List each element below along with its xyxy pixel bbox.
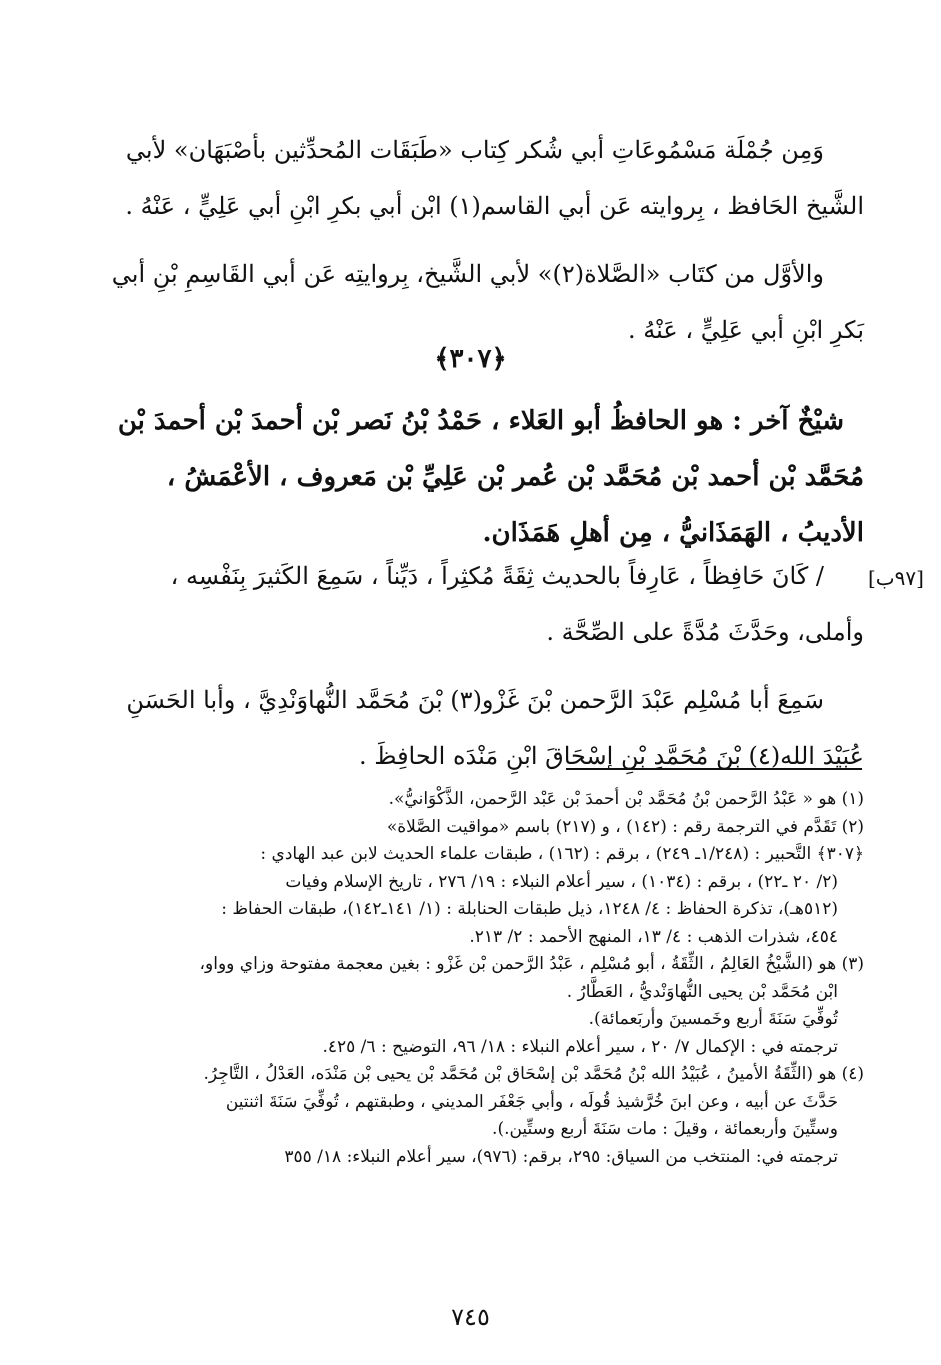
margin-reference: [٩٧ب] <box>868 566 924 590</box>
footnotes <box>100 786 864 1171</box>
paragraph-teachers: سَمِعَ أبا مُسْلِم عَبْدَ الرَّحمن بْنَ غَزْو(٣) بْنَ مُحَمَّد النُّهاوَنْدِيَّ ، وأبا الحَسَنِ عُبَيْدَ الله(٤) بْنَ مُحَمَّدِ بْنِ إسْحَاقَ ابْنِ مَنْدَه الحافِظَ . <box>126 686 864 770</box>
page-number: ٧٤٥ <box>451 1303 490 1331</box>
footnote-4-line: حَدَّثَ عن أبيه ، وعن ابنَ خُرَّشيذ قُولَه ، وأبي جَعْفَر المديني ، وطبقتهم ، تُوفِّيَ سَنَةَ اثنتين <box>225 1091 838 1112</box>
footnote-3-line: ابْن مُحَمَّد بْن يحيى النُّهاوَنْديُّ ، العَطَّارُ . <box>566 981 838 1002</box>
footnote-separator <box>566 768 862 770</box>
footnote-3-line: تُوفِّيَ سَنَةَ أربع وخَمسينَ وأربَعمائة). <box>588 1009 838 1029</box>
footnote-3-line: (٣) هو (الشَّيْخُ العَالِمُ ، الثِّقَةُ ، أبو مُسْلِم ، عَبْدُ الرَّحمن بْن غَزْو : بغين معجمة مفتوحة وزاي وواو، <box>199 954 864 974</box>
paragraph-salat: والأوَّل من كتَاب «الصَّلاة(٢)» لأبي الشَّيخ، بِروايتِه عَن أبي القَاسِمِ بْنِ أبي بَكرِ ابْنِ أبي عَلِيٍّ ، عَنْهُ . <box>111 260 864 344</box>
footnote-307-line: (٢/ ٢٠ ـ٢٢) ، برقم : (١٠٣٤) ، سير أعلام النبلاء : ١٩/ ٢٧٦ ، تاريخ الإسلام وفيات <box>285 871 838 892</box>
footnote-1: (١) هو « عَبْدُ الرَّحمن بْنُ مُحَمَّد بْن أحمدَ بْن عَبْد الرَّحمن، الذَّكْوَانيُّ». <box>388 789 864 809</box>
footnote-4-line: (٤) هو (الثِّقَةُ الأمينُ ، عُبَيْدُ الله بْنُ مُحَمَّد بْن إسْحَاق بْن مُحَمَّد بْن يحيى بْن مَنْدَه، العَدْلُ ، التَّاجِرُ. <box>203 1064 864 1084</box>
paragraph-tabaqat: وَمِن جُمْلَة مَسْمُوعَاتِ أبي شُكر كِتاب «طَبَقَات المُحدِّثين بأصْبَهَان» لأبي الشَّيخ الحَافظ ، بِروايته عَن أبي القاسم(١) ابْن أبي بكرِ ابْنِ أبي عَلِيٍّ ، عَنْهُ . <box>125 136 864 220</box>
footnote-3-line: ترجمته في : الإكمال ٧/ ٢٠ ، سير أعلام النبلاء : ١٨/ ٩٦، التوضيح : ٦/ ٤٢٥. <box>322 1036 838 1057</box>
footnote-307-line: ﴿٣٠٧﴾ التَّحبير : (١/٢٤٨ـ ٢٤٩) ، برقم : (١٦٢) ، طبقات علماء الحديث لابن عبد الهادي : <box>260 844 864 864</box>
lower-text <box>100 548 864 784</box>
footnote-4-line: وستِّينَ وأربعمائة ، وقيلَ : مات سَنَةَ أربع وستِّين.). <box>492 1119 838 1139</box>
footnote-307-line: ٤٥٤، شذرات الذهب : ٤/ ١٣، المنهج الأحمد : ٢/ ٢١٣. <box>469 926 838 947</box>
paragraph-description: / كَانَ حَافِظاً ، عَارِفاً بالحديث ثِقَةً مُكثِراً ، دَيِّناً ، سَمِعَ الكَثيرَ بِنَفْسِه ، وأملى، وحَدَّثَ مُدَّةً على الصِّحَّة . <box>170 562 864 646</box>
biography-heading <box>100 393 864 561</box>
footnote-4-line: ترجمته في: المنتخب من السياق: ٢٩٥، برقم: (٩٧٦)، سير أعلام النبلاء: ١٨/ ٣٥٥ <box>284 1146 838 1167</box>
footnote-307-line: (٥١٢هـ)، تذكرة الحفاظ : ٤/ ١٢٤٨، ذيل طبقات الحنابلة : (١/ ١٤١ـ١٤٢)، طبقات الحفاظ : <box>221 899 838 919</box>
upper-text <box>100 122 864 358</box>
entry-number: ﴿٣٠٧﴾ <box>434 344 507 374</box>
biography-heading-text: شيْخٌ آخر : هو الحافظُ أبو العَلاء ، حَمْدُ بْنُ نَصر بْن أحمدَ بْن أحمدَ بْن مُحَمَّد بْن أحمد بْن مُحَمَّد بْن عُمر بْن عَلِيِّ بْن مَعروف ، الأعْمَشُ ، الأديبُ ، الهَمَذَانيُّ ، مِن أهلِ هَمَذَان. <box>117 406 864 548</box>
footnote-2: (٢) تَقَدَّم في الترجمة رقم : (١٤٢) ، و (٢١٧) باسم «مواقيت الصَّلاة» <box>386 816 864 837</box>
